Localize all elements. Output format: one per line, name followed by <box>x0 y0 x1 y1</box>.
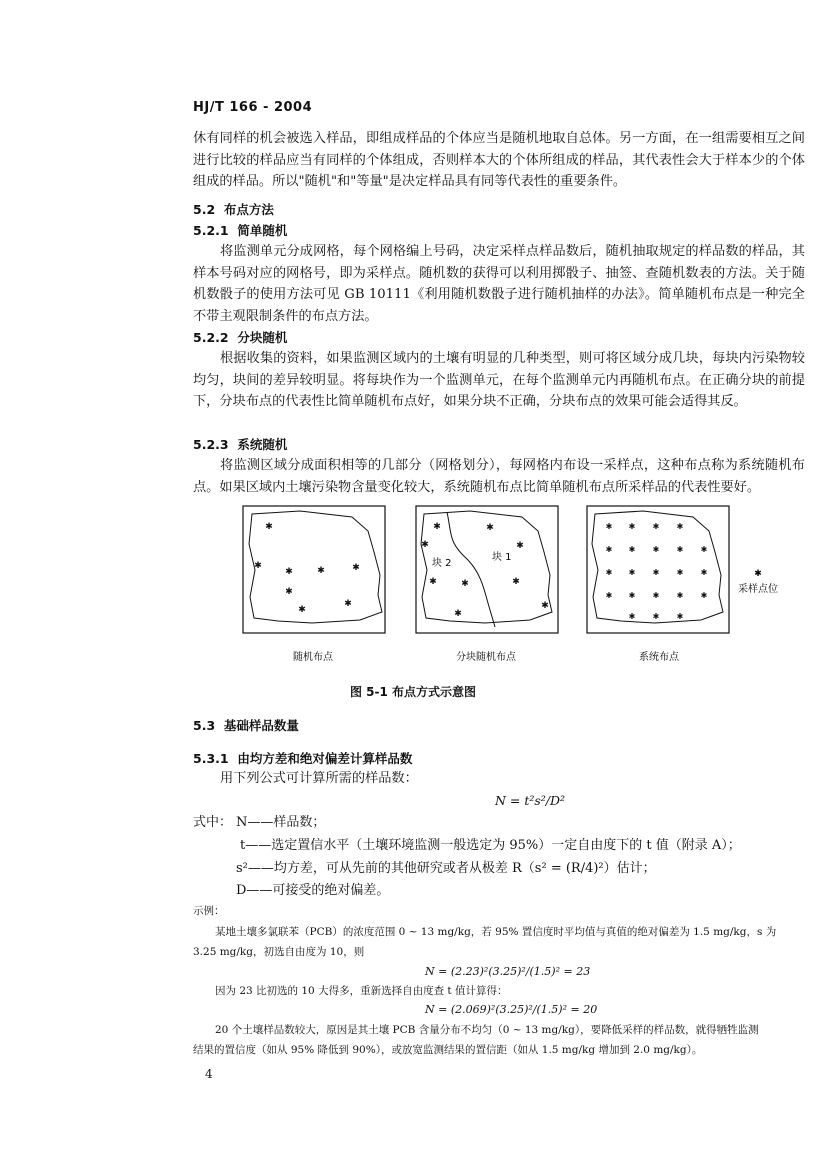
section-5-3-heading <box>193 716 299 734</box>
sampling-layout-figure <box>0 500 826 675</box>
sample-point-icon: ✱ <box>628 568 636 577</box>
sample-point-icon: ✱ <box>317 566 325 576</box>
section-number: 5.2.1 <box>193 223 229 238</box>
sample-point-icon: ✱ <box>628 612 636 621</box>
example-line-3: 因为 23 比初选的 10 大得多，重新选择自由度查 t 值计算得： <box>215 985 508 997</box>
sample-point-icon: ✱ <box>700 545 708 554</box>
legend-label: 采样点位 <box>738 584 778 595</box>
block-2-label: 块 2 <box>432 558 452 569</box>
sample-point-icon: ✱ <box>605 545 613 554</box>
example-line-5: 结果的置信度（如从 95% 降低到 90%），或放宽监测结果的置信距（如从 1.5 mg/kg 增加到 2.0 mg/kg）。 <box>193 1044 703 1056</box>
section-number: 5.3 <box>193 718 216 733</box>
caption-random: 随机布点 <box>293 652 333 663</box>
example-formula-2: N = (2.069)²(3.25)²/(1.5)² = 20 <box>425 1003 598 1016</box>
sample-point-icon: ✱ <box>676 545 684 554</box>
definition-s2: s²——均方差，可从先前的其他研究或者从极差 R（s² = (R/4)²）估计； <box>236 861 656 876</box>
example-line-1: 某地土壤多氯联苯（PCB）的浓度范围 0 ~ 13 mg/kg，若 95% 置信度时平均值与真值的绝对偏差为 1.5 mg/kg，s 为 <box>215 926 777 938</box>
example-label: 示例： <box>193 905 225 917</box>
example-formula-1: N = (2.23)²(3.25)²/(1.5)² = 23 <box>425 965 591 978</box>
section-title: 简单随机 <box>237 223 288 238</box>
sample-point-icon: ✱ <box>433 522 441 532</box>
sample-point-icon: ✱ <box>285 567 293 577</box>
section-title: 布点方法 <box>223 202 274 217</box>
sample-point-icon: ✱ <box>461 579 469 589</box>
section-number: 5.2.3 <box>193 437 229 452</box>
section-number: 5.2.2 <box>193 330 229 345</box>
sample-point-icon: ✱ <box>628 522 636 531</box>
page-number: 4 <box>205 1067 213 1081</box>
sample-point-icon: ✱ <box>652 545 660 554</box>
section-5-3-1-heading <box>193 749 412 767</box>
sample-point-icon: ✱ <box>454 609 462 619</box>
section-number: 5.3.1 <box>193 751 229 766</box>
figure-title: 图 5-1 布点方式示意图 <box>349 685 477 699</box>
page-header: HJ/T 166 - 2004 <box>193 100 313 115</box>
section-title: 系统随机 <box>237 437 288 452</box>
sample-point-icon: ✱ <box>352 563 360 573</box>
section-number: 5.2 <box>193 202 216 217</box>
section-5-2-2-text: 根据收集的资料，如果监测区域内的土壤有明显的几种类型，则可将区域分成几块，每块内污染物较均匀，块间的差异较明显。将每块作为一个监测单元，在每个监测单元内再随机布点。在正确分块的前提下，分块布点的代表性比简单随机布点好，如果分块不正确，分块布点的效果可能会适得其反。 <box>193 351 805 410</box>
sample-point-icon: ✱ <box>516 541 524 551</box>
definition-d: D——可接受的绝对偏差。 <box>236 883 390 898</box>
sample-point-icon: ✱ <box>285 587 293 597</box>
sample-point-icon: ✱ <box>421 540 429 550</box>
sample-point-icon: ✱ <box>344 599 352 609</box>
stratified-sampling-panel <box>416 506 558 633</box>
definition-t: t——选定置信水平（土壤环境监测一般选定为 95%）一定自由度下的 t 值（附录 A）； <box>240 838 741 853</box>
section-title: 分块随机 <box>237 330 288 345</box>
sample-point-icon: ✱ <box>429 577 437 587</box>
sample-point-icon: ✱ <box>652 612 660 621</box>
sample-point-icon: ✱ <box>676 612 684 621</box>
sample-point-icon: ✱ <box>652 522 660 531</box>
sample-point-icon: ✱ <box>676 591 684 600</box>
section-5-2-2-heading <box>193 328 287 346</box>
section-5-2-3-text: 将监测区域分成面积相等的几部分（网格划分），每网格内布设一采样点，这种布点称为系统随机布点。如果区域内土壤污染物含量变化较大，系统随机布点比简单随机布点所采样品的代表性要好。 <box>193 458 805 495</box>
caption-systematic: 系统布点 <box>639 652 679 663</box>
caption-stratified: 分块随机布点 <box>456 652 516 663</box>
sample-point-icon: ✱ <box>486 523 494 533</box>
sample-point-icon: ✱ <box>628 545 636 554</box>
sample-point-icon: ✱ <box>541 601 549 611</box>
sample-point-icon: ✱ <box>652 568 660 577</box>
sample-point-icon: ✱ <box>652 591 660 600</box>
sample-point-icon: ✱ <box>605 568 613 577</box>
sample-point-icon: ✱ <box>605 522 613 531</box>
section-5-2-1-heading <box>193 221 287 239</box>
sample-size-formula: N = t²s²/D² <box>494 793 566 808</box>
section-5-2-heading <box>193 200 274 218</box>
sample-point-icon: ✱ <box>676 522 684 531</box>
example-line-4: 20 个土壤样品数较大，原因是其土壤 PCB 含量分布不均匀（0 ~ 13 mg/kg），要降低采样的样品数，就得牺牲监测 <box>215 1024 759 1036</box>
sample-point-icon: ✱ <box>298 605 306 615</box>
section-5-2-1-text: 将监测单元分成网格，每个网格编上号码，决定采样点样品数后，随机抽取规定的样品数的样品，其样本号码对应的网格号，即为采样点。随机数的获得可以利用掷骰子、抽签、查随机数表的方法。关于随机数骰子的使用方法可见 GB 10111《利用随机数骰子进行随机抽样的办法》。简单随机布点是一种完全不带主观限制条件的布点方法。 <box>193 244 805 324</box>
block-1-label: 块 1 <box>492 552 512 563</box>
sample-point-icon: ✱ <box>605 591 613 600</box>
sample-point-icon: ✱ <box>700 591 708 600</box>
sample-point-icon: ✱ <box>700 568 708 577</box>
formula-intro: 用下列公式可计算所需的样品数： <box>220 771 418 786</box>
sample-point-icon: ✱ <box>265 522 273 532</box>
sample-point-icon: ✱ <box>254 561 262 571</box>
where-label: 式中： <box>193 815 233 830</box>
section-title: 基础样品数量 <box>223 718 299 733</box>
section-title: 由均方差和绝对偏差计算样品数 <box>237 751 413 766</box>
sample-point-icon: ✱ <box>512 577 520 587</box>
random-sampling-panel <box>243 506 385 633</box>
intro-paragraph: 休有同样的机会被选入样品，即组成样品的个体应当是随机地取自总体。另一方面，在一组需要相互之间进行比较的样品应当有同样的个体组成，否则样本大的个体所组成的样品，其代表性会大于样本少的个体组成的样品。所以"随机"和"等量"是决定样品具有同等代表性的重要条件。 <box>193 131 805 190</box>
sample-point-icon: ✱ <box>676 568 684 577</box>
sample-point-icon: ✱ <box>628 591 636 600</box>
systematic-sampling-panel <box>587 506 729 633</box>
definition-n: N——样品数； <box>236 815 326 830</box>
legend-sample-point-icon: ✱ <box>754 569 762 579</box>
example-line-2: 3.25 mg/kg，初选自由度为 10，则 <box>193 946 365 958</box>
section-5-2-3-heading <box>193 435 287 453</box>
